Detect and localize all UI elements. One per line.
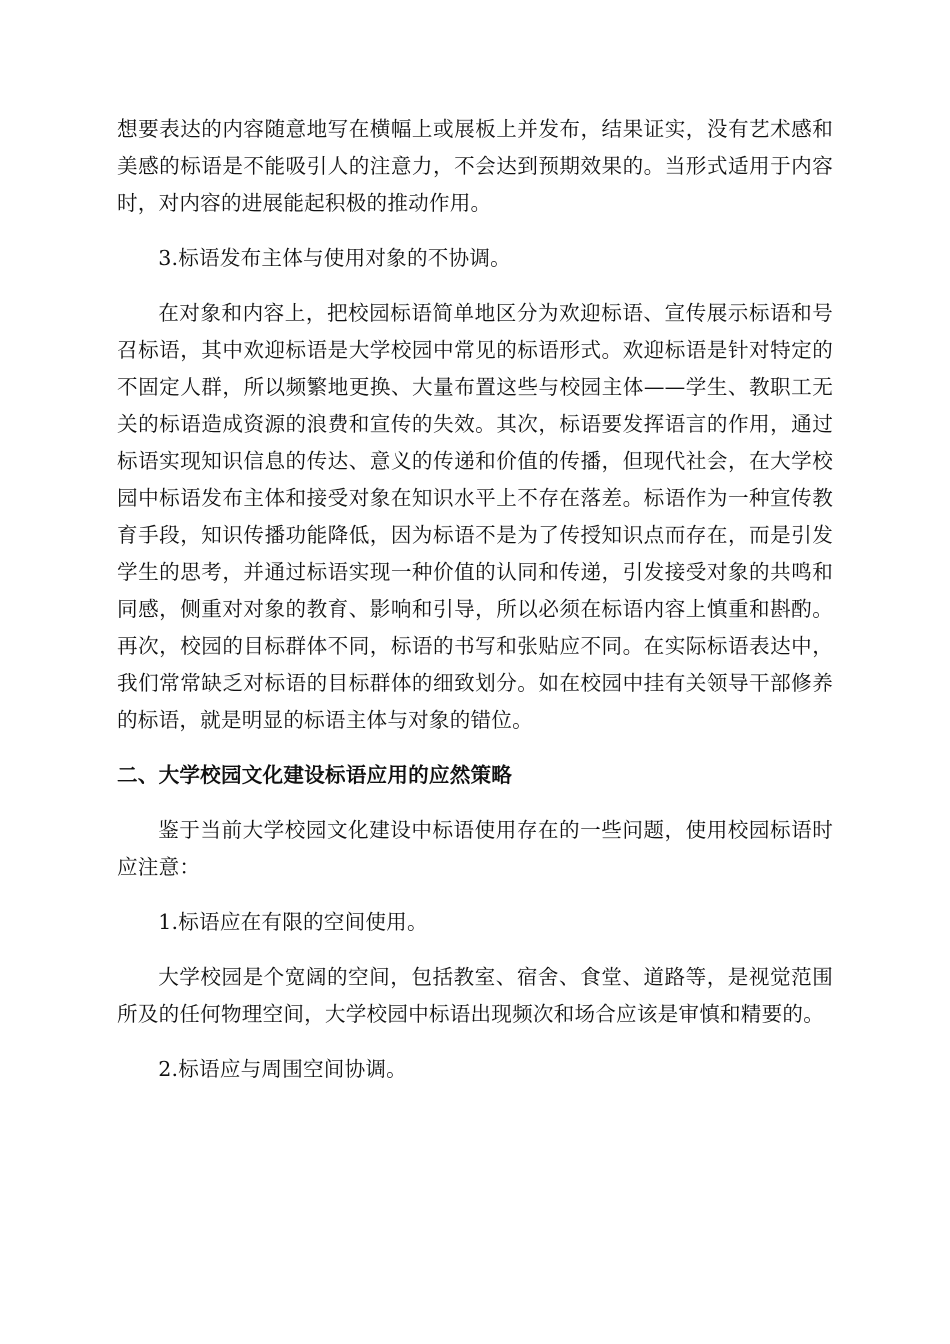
section-heading: 二、大学校园文化建设标语应用的应然策略 — [117, 763, 513, 787]
paragraph-campus-space: 大学校园是个宽阔的空间，包括教室、宿舍、食堂、道路等，是视觉范围所及的任何物理空间，大学校园中标语出现频次和场合应该是审慎和精要的。 — [117, 965, 833, 1026]
list-item-point-1: 1.标语应在有限的空间使用。 — [158, 910, 428, 934]
paragraph-object-content: 在对象和内容上，把校园标语简单地区分为欢迎标语、宣传展示标语和号召标语，其中欢迎标语是大学校园中常见的标语形式。欢迎标语是针对特定的不固定人群，所以频繁地更换、大量布置这些与校园主体——学生、教职工无关的标语造成资源的浪费和宣传的失效。其次，标语要发挥语言的作用，通过标语实现知识信息的传达、意义的传递和价值的传播，但现代社会，在大学校园中标语发布主体和接受对象在知识水平上不存在落差。标语作为一种宣传教育手段，知识传播功能降低，因为标语不是为了传授知识点而存在，而是引发学生的思考，并通过标语实现一种价值的认同和传递，引发接受对象的共鸣和同感，侧重对对象的教育、影响和引导，所以必须在标语内容上慎重和斟酌。再次，校园的目标群体不同，标语的书写和张贴应不同。在实际标语表达中，我们常常缺乏对标语的目标群体的细致划分。如在校园中挂有关领导干部修养的标语，就是明显的标语主体与对象的错位。 — [117, 301, 833, 732]
list-item-point-2: 2.标语应与周围空间协调。 — [158, 1057, 407, 1081]
paragraph-continuation: 想要表达的内容随意地写在横幅上或展板上并发布，结果证实，没有艺术感和美感的标语是不能吸引人的注意力，不会达到预期效果的。当形式适用于内容时，对内容的进展能起积极的推动作用。 — [117, 117, 833, 215]
paragraph-intro-strategies: 鉴于当前大学校园文化建设中标语使用存在的一些问题，使用校园标语时应注意： — [117, 818, 833, 879]
list-item-point-3: 3.标语发布主体与使用对象的不协调。 — [158, 246, 511, 270]
document-body — [117, 111, 833, 1106]
